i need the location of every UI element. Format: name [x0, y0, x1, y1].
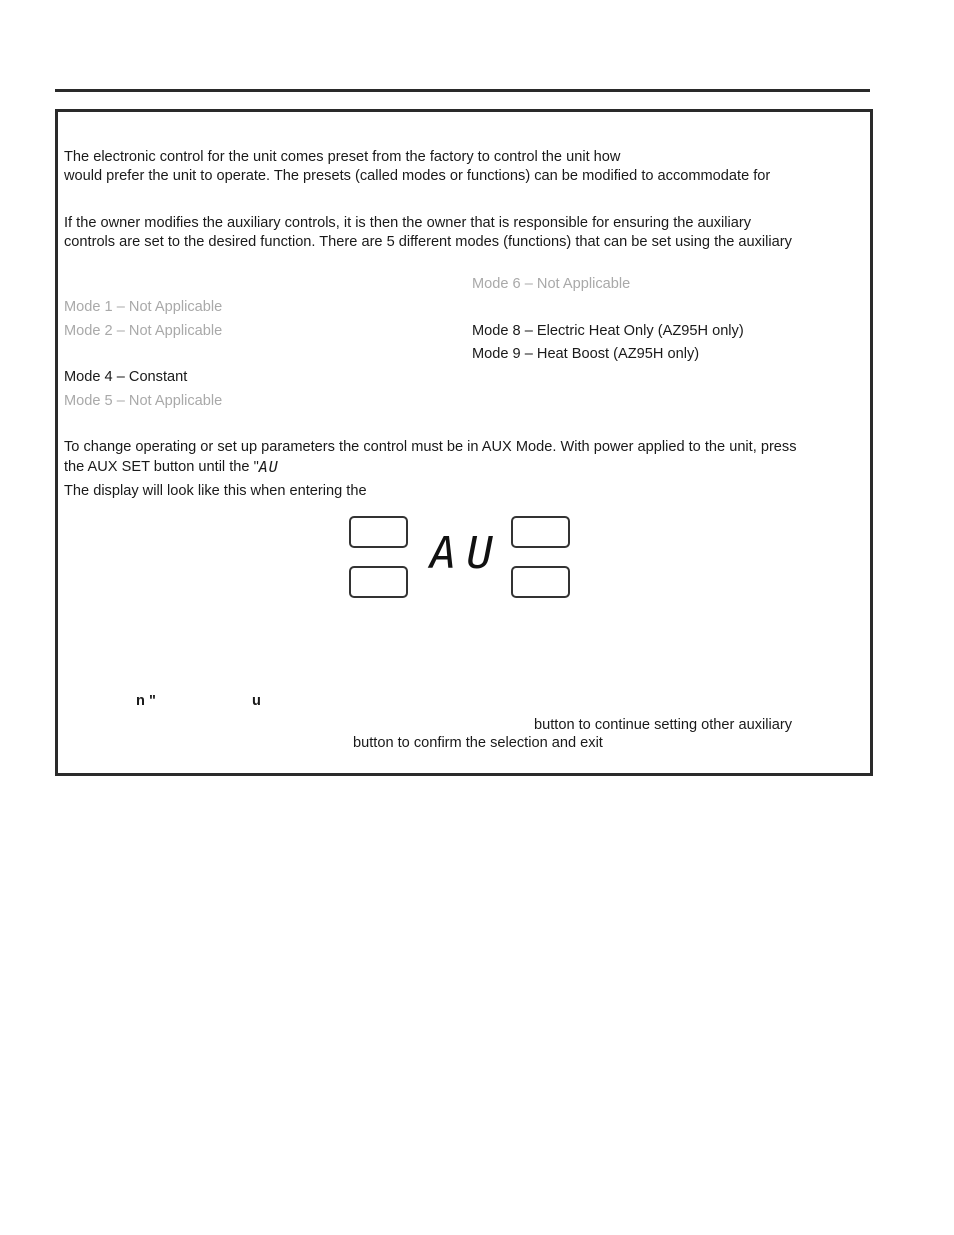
mode-9: Mode 9 – Heat Boost (AZ95H only) — [472, 346, 700, 362]
aux-line-3: The display will look like this when entering the — [64, 483, 367, 499]
mode-8: Mode 8 – Electric Heat Only (AZ95H only) — [472, 323, 744, 339]
owner-line-1: If the owner modifies the auxiliary controls, it is then the owner that is responsible for ensuring the auxiliary — [64, 215, 752, 231]
mode-2: Mode 2 – Not Applicable — [64, 323, 223, 339]
mode-4: Mode 4 – Constant — [64, 369, 188, 385]
glyph-n-fragment: n " — [136, 693, 156, 709]
header-rule — [55, 89, 870, 92]
confirm-fragment: button to confirm the selection and exit — [353, 735, 603, 751]
aux-line-2 — [64, 458, 279, 477]
aux-line-2-text: the AUX SET button until the " — [64, 459, 259, 475]
au-inline-glyph: AU — [258, 458, 279, 476]
display-button-top-right[interactable] — [511, 516, 570, 548]
mode-5: Mode 5 – Not Applicable — [64, 393, 223, 409]
owner-line-2: controls are set to the desired function. There are 5 different modes (functions) that can be set using the auxiliary — [64, 234, 792, 250]
glyph-u-fragment: u — [252, 693, 261, 709]
mode-6: Mode 6 – Not Applicable — [472, 276, 631, 292]
intro-line-2: would prefer the unit to operate. The presets (called modes or functions) can be modified to accommodate for — [64, 168, 771, 184]
display-readout: AU — [430, 528, 503, 579]
display-button-bottom-right[interactable] — [511, 566, 570, 598]
mode-1: Mode 1 – Not Applicable — [64, 299, 223, 315]
continue-fragment: button to continue setting other auxiliary — [534, 717, 792, 733]
intro-line-1: The electronic control for the unit comes preset from the factory to control the unit how — [64, 149, 621, 165]
display-button-top-left[interactable] — [349, 516, 408, 548]
aux-line-1: To change operating or set up parameters the control must be in AUX Mode. With power applied to the unit, press — [64, 439, 797, 455]
display-button-bottom-left[interactable] — [349, 566, 408, 598]
